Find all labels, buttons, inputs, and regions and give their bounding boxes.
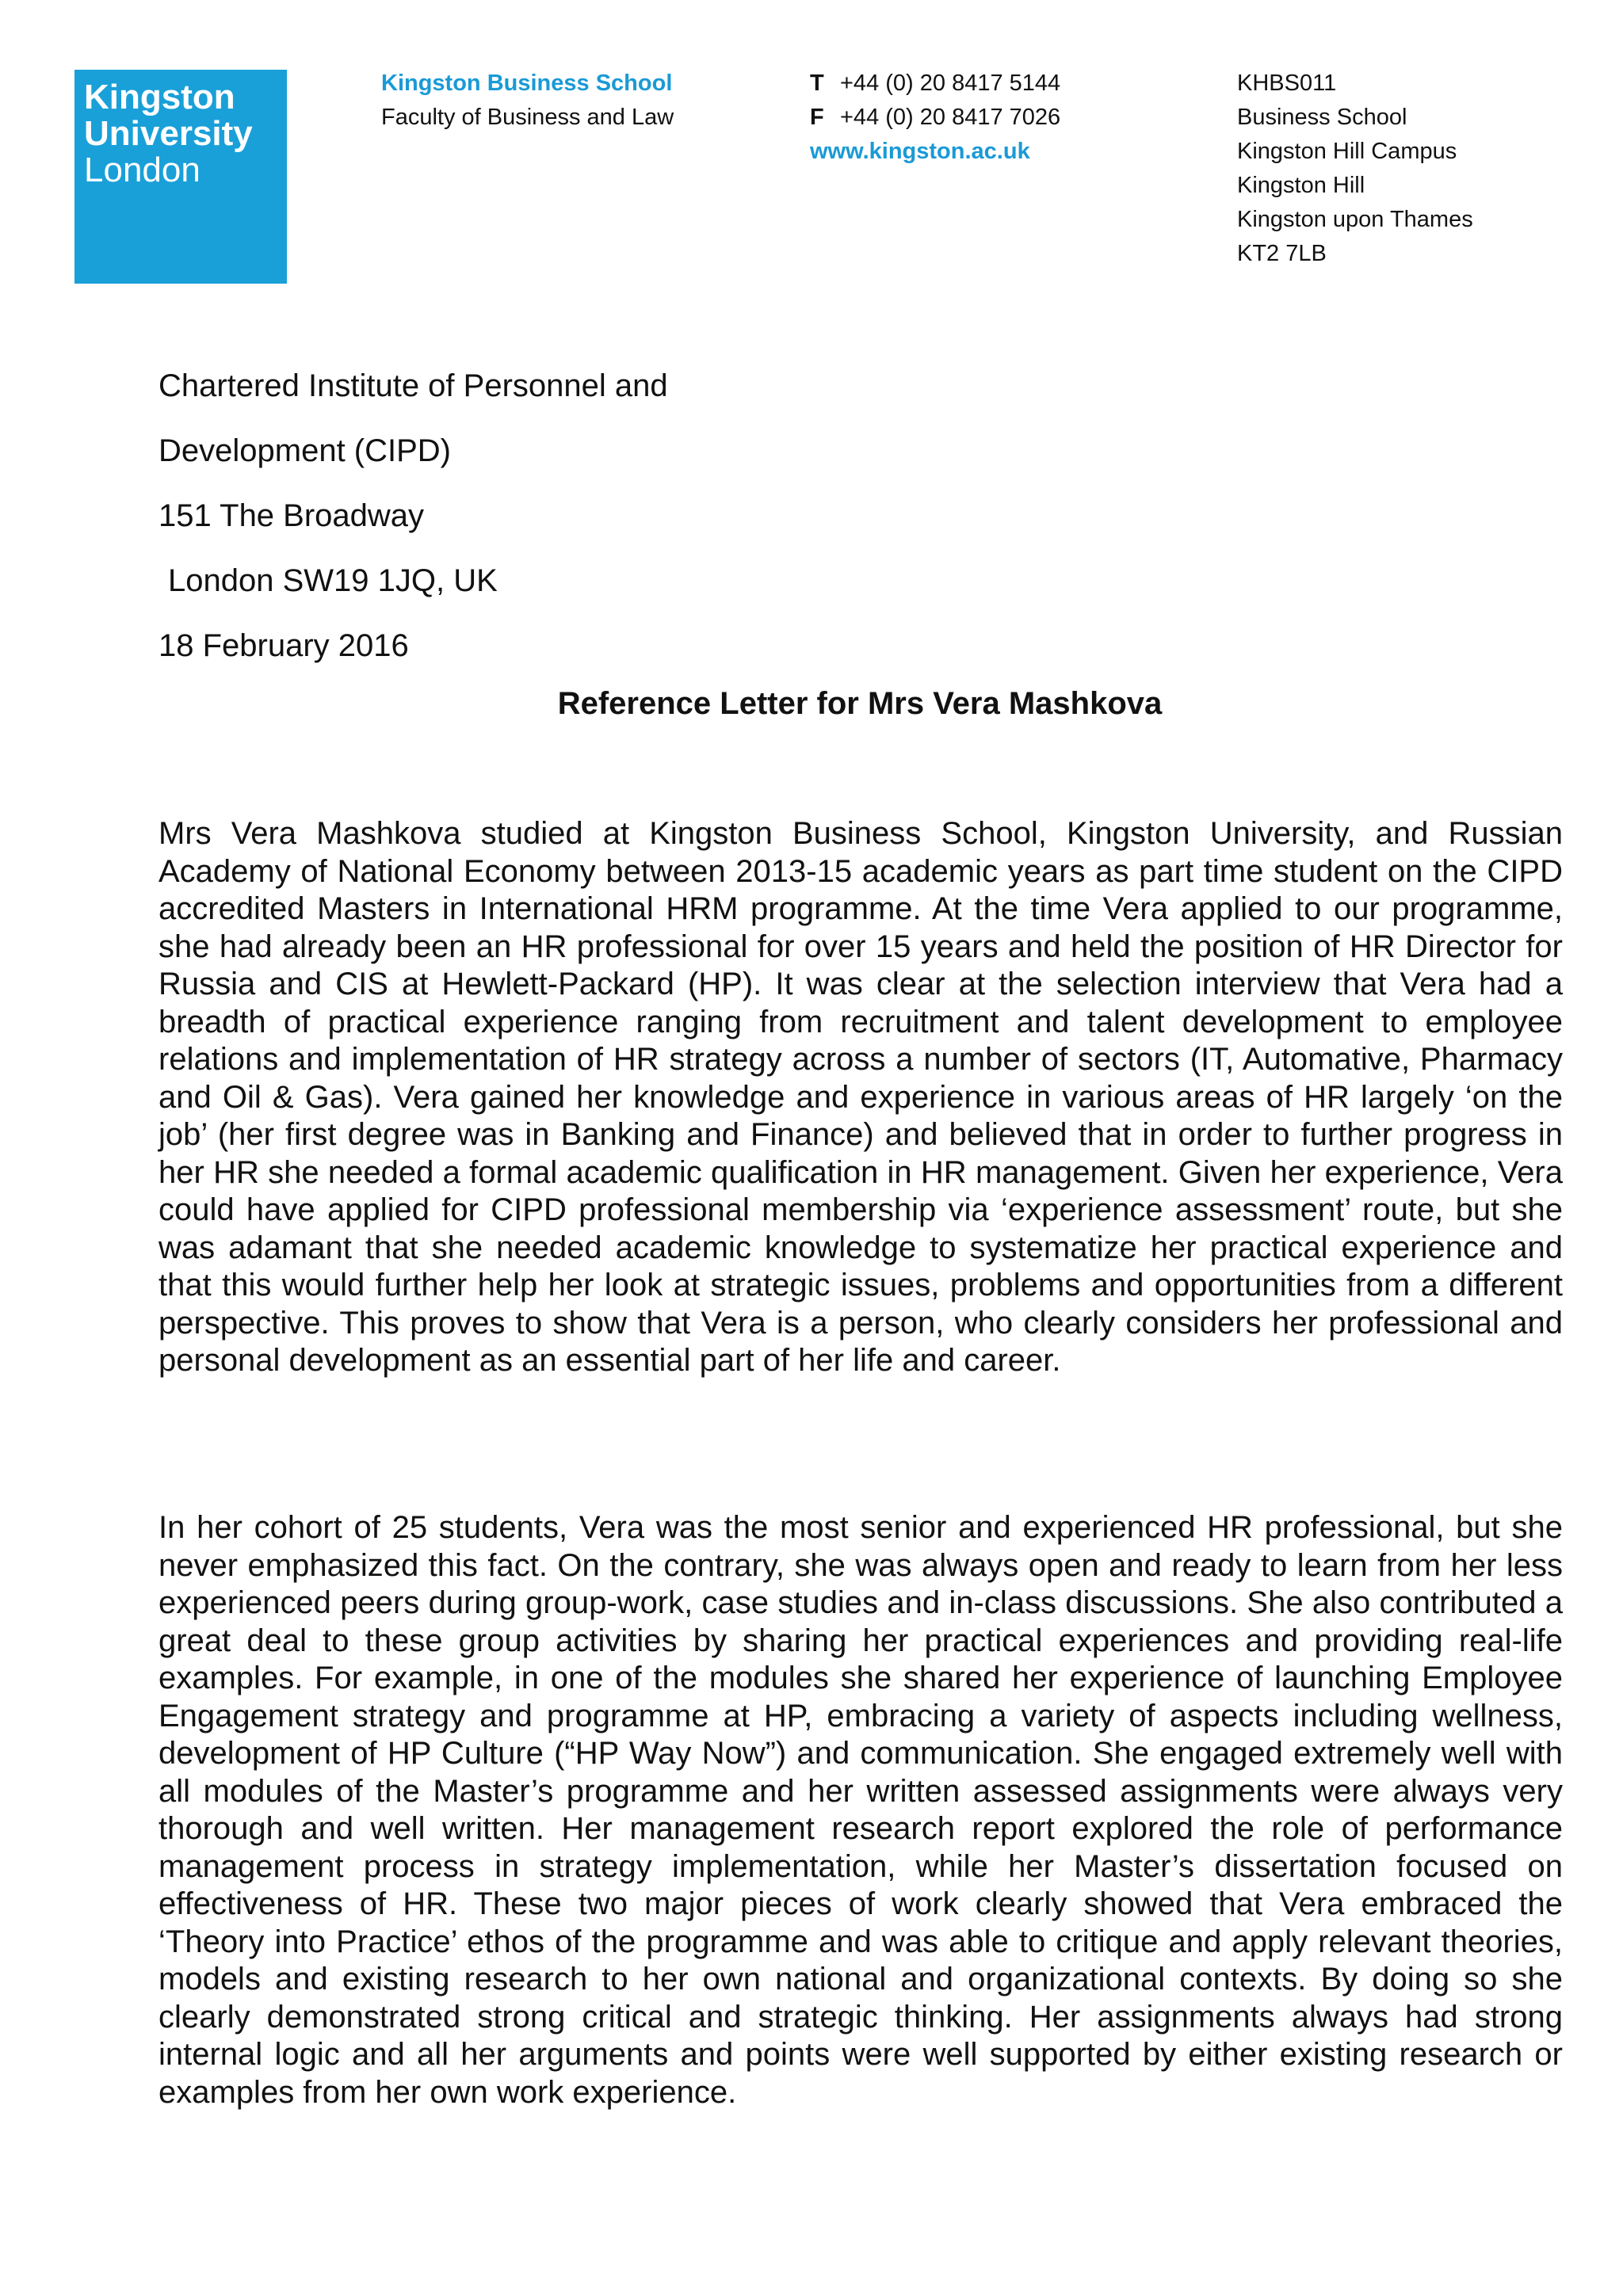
phone-label: T xyxy=(810,71,824,96)
faculty-name: Faculty of Business and Law xyxy=(381,105,674,130)
address-line: Kingston upon Thames xyxy=(1237,207,1473,232)
school-block xyxy=(381,67,674,135)
recipient-line: London SW19 1JQ, UK xyxy=(168,563,498,598)
recipient-line: Chartered Institute of Personnel and xyxy=(158,368,668,403)
address-block xyxy=(1237,67,1473,271)
fax-number: +44 (0) 20 8417 7026 xyxy=(840,105,1061,130)
phone-number: +44 (0) 20 8417 5144 xyxy=(840,71,1061,96)
address-line: Kingston Hill xyxy=(1237,173,1365,198)
logo-line-1: Kingston xyxy=(84,78,235,116)
address-line: Kingston Hill Campus xyxy=(1237,139,1457,164)
address-line: Business School xyxy=(1237,105,1407,130)
phone-line xyxy=(810,67,1060,101)
logo-line-2: University xyxy=(84,114,253,153)
contact-block xyxy=(810,67,1060,169)
address-line: KT2 7LB xyxy=(1237,241,1327,266)
fax-label: F xyxy=(810,105,824,130)
logo-line-3: London xyxy=(84,151,200,189)
recipient-block xyxy=(158,353,668,678)
recipient-line: Development (CIPD) xyxy=(158,433,452,468)
letter-date: 18 February 2016 xyxy=(158,628,409,663)
body-paragraph-1: Mrs Vera Mashkova studied at Kingston Business School, Kingston University, and Russian Academy of National Economy between 2013-15 academic years as part time student on the CIPD accredited Masters in International HRM programme. At the time Vera applied to our programme, she had already been an HR professional for over 15 years and held the position of HR Director for Russia and CIS at Hewlett-Packard (HP). It was clear at the selection interview that Vera had a breadth of practical experience ranging from recruitment and talent development to employee relations and implementation of HR strategy across a number of sectors (IT, Automative, Pharmacy and Oil & Gas). Vera gained her knowledge and experience in various areas of HR largely ‘on the job’ (her first degree was in Banking and Finance) and believed that in order to further progress in her HR she needed a formal academic qualification in HR management. Given her experience, Vera could have applied for CIPD professional membership via ‘experience assessment’ route, but she was adamant that she needed academic knowledge to systematize her practical experience and that this would further help her look at strategic issues, problems and opportunities from a different perspective. This proves to show that Vera is a person, who clearly considers her professional and personal development as an essential part of her life and career. xyxy=(158,816,1563,1378)
letter-subject: Reference Letter for Mrs Vera Mashkova xyxy=(557,686,1163,721)
body-paragraph-2: In her cohort of 25 students, Vera was the most senior and experienced HR professional, but she never emphasized this fact. On the contrary, she was always open and ready to learn from her less experienced peers during group-work, case studies and in-class discussions. She also contributed a great deal to these group activities by sharing her practical experiences and providing real-life examples. For example, in one of the modules she shared her experience of launching Employee Engagement strategy and programme at HP, embracing a variety of aspects including wellness, development of HP Culture (“HP Way Now”) and communication. She engaged extremely well with all modules of the Master’s programme and her written assessed assignments were always very thorough and well written. Her management research report explored the role of performance management process in strategy implementation, while her Master’s dissertation focused on effectiveness of HR. These two major pieces of work clearly showed that Vera embraced the ‘Theory into Practice’ ethos of the programme and was able to critique and apply relevant theories, models and existing research to her own national and organizational contexts. By doing so she clearly demonstrated strong critical and strategic thinking. Her assignments always had strong internal logic and all her arguments and points were well supported by either existing research or examples from her own work experience. xyxy=(158,1510,1563,2110)
school-name: Kingston Business School xyxy=(381,71,673,96)
website-link[interactable]: www.kingston.ac.uk xyxy=(810,139,1030,164)
recipient-line: 151 The Broadway xyxy=(158,498,425,533)
address-line: KHBS011 xyxy=(1237,71,1337,96)
university-logo xyxy=(74,70,287,284)
fax-line xyxy=(810,101,1060,135)
